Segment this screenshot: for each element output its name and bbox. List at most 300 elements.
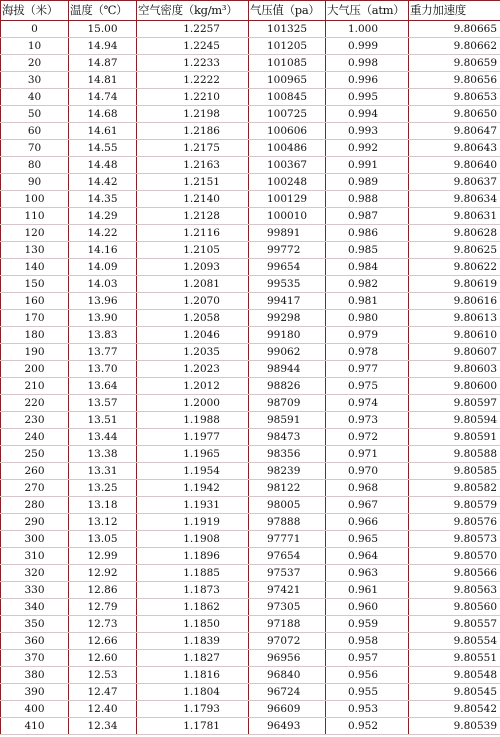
cell-temperature[interactable]: 12.79 [69, 599, 137, 616]
cell-gravity[interactable]: 9.80622 [409, 259, 500, 276]
cell-altitude[interactable]: 400 [1, 701, 69, 718]
cell-temperature[interactable]: 12.34 [69, 718, 137, 735]
cell-pressure-pa[interactable]: 96956 [249, 650, 326, 667]
cell-temperature[interactable]: 12.60 [69, 650, 137, 667]
table-row [1, 72, 500, 89]
header-temperature[interactable]: 温度（℃） [69, 1, 137, 21]
cell-pressure-atm[interactable]: 0.981 [326, 293, 409, 310]
cell-air-density[interactable]: 1.2222 [137, 72, 249, 89]
cell-pressure-pa[interactable]: 100486 [249, 140, 326, 157]
cell-pressure-pa[interactable]: 99654 [249, 259, 326, 276]
header-pressure-pa[interactable]: 气压值（pa） [249, 1, 326, 21]
cell-air-density[interactable]: 1.2210 [137, 89, 249, 106]
cell-temperature[interactable]: 12.99 [69, 548, 137, 565]
cell-altitude[interactable]: 390 [1, 684, 69, 701]
table-row [1, 174, 500, 191]
cell-pressure-atm[interactable]: 0.958 [326, 633, 409, 650]
table-row [1, 565, 500, 582]
cell-gravity[interactable]: 9.80613 [409, 310, 500, 327]
cell-pressure-pa[interactable]: 99535 [249, 276, 326, 293]
cell-air-density[interactable]: 1.1977 [137, 429, 249, 446]
cell-pressure-pa[interactable]: 100606 [249, 123, 326, 140]
cell-pressure-pa[interactable]: 97654 [249, 548, 326, 565]
cell-temperature[interactable]: 13.38 [69, 446, 137, 463]
cell-pressure-pa[interactable]: 98239 [249, 463, 326, 480]
cell-altitude[interactable]: 310 [1, 548, 69, 565]
cell-gravity[interactable]: 9.80570 [409, 548, 500, 565]
cell-pressure-pa[interactable]: 100129 [249, 191, 326, 208]
table-row [1, 412, 500, 429]
table-row [1, 514, 500, 531]
cell-pressure-atm[interactable]: 0.965 [326, 531, 409, 548]
cell-pressure-pa[interactable]: 96493 [249, 718, 326, 735]
cell-gravity[interactable]: 9.80582 [409, 480, 500, 497]
cell-altitude[interactable]: 190 [1, 344, 69, 361]
cell-temperature[interactable]: 13.25 [69, 480, 137, 497]
cell-pressure-pa[interactable]: 99417 [249, 293, 326, 310]
cell-gravity[interactable]: 9.80600 [409, 378, 500, 395]
cell-pressure-atm[interactable]: 0.956 [326, 667, 409, 684]
cell-pressure-pa[interactable]: 97188 [249, 616, 326, 633]
cell-air-density[interactable]: 1.1931 [137, 497, 249, 514]
cell-temperature[interactable]: 12.40 [69, 701, 137, 718]
cell-air-density[interactable]: 1.2081 [137, 276, 249, 293]
cell-pressure-pa[interactable]: 100367 [249, 157, 326, 174]
cell-air-density[interactable]: 1.2198 [137, 106, 249, 123]
header-row [1, 1, 500, 21]
cell-pressure-atm[interactable]: 0.985 [326, 242, 409, 259]
cell-temperature[interactable]: 15.00 [69, 21, 137, 38]
cell-air-density[interactable]: 1.2233 [137, 55, 249, 72]
cell-temperature[interactable]: 14.87 [69, 55, 137, 72]
cell-gravity[interactable]: 9.80665 [409, 21, 500, 38]
cell-altitude[interactable]: 50 [1, 106, 69, 123]
table-row [1, 208, 500, 225]
cell-altitude[interactable]: 230 [1, 412, 69, 429]
cell-altitude[interactable]: 120 [1, 225, 69, 242]
table-row [1, 157, 500, 174]
cell-gravity[interactable]: 9.80653 [409, 89, 500, 106]
table-row [1, 429, 500, 446]
cell-air-density[interactable]: 1.1873 [137, 582, 249, 599]
cell-pressure-pa[interactable]: 99891 [249, 225, 326, 242]
cell-pressure-pa[interactable]: 98356 [249, 446, 326, 463]
cell-pressure-atm[interactable]: 0.961 [326, 582, 409, 599]
cell-gravity[interactable]: 9.80594 [409, 412, 500, 429]
cell-temperature[interactable]: 12.86 [69, 582, 137, 599]
cell-air-density[interactable]: 1.2257 [137, 21, 249, 38]
cell-pressure-atm[interactable]: 0.968 [326, 480, 409, 497]
cell-altitude[interactable]: 80 [1, 157, 69, 174]
cell-pressure-atm[interactable]: 0.966 [326, 514, 409, 531]
table-row [1, 259, 500, 276]
cell-pressure-pa[interactable]: 97771 [249, 531, 326, 548]
cell-pressure-atm[interactable]: 0.988 [326, 191, 409, 208]
cell-temperature[interactable]: 13.18 [69, 497, 137, 514]
cell-temperature[interactable]: 14.48 [69, 157, 137, 174]
cell-gravity[interactable]: 9.80631 [409, 208, 500, 225]
cell-altitude[interactable]: 200 [1, 361, 69, 378]
cell-temperature[interactable]: 13.64 [69, 378, 137, 395]
table-row [1, 344, 500, 361]
cell-gravity[interactable]: 9.80650 [409, 106, 500, 123]
cell-gravity[interactable]: 9.80640 [409, 157, 500, 174]
cell-gravity[interactable]: 9.80548 [409, 667, 500, 684]
cell-pressure-atm[interactable]: 0.982 [326, 276, 409, 293]
table-row [1, 378, 500, 395]
cell-gravity[interactable]: 9.80557 [409, 616, 500, 633]
cell-gravity[interactable]: 9.80588 [409, 446, 500, 463]
cell-altitude[interactable]: 380 [1, 667, 69, 684]
cell-pressure-atm[interactable]: 0.957 [326, 650, 409, 667]
cell-air-density[interactable]: 1.2046 [137, 327, 249, 344]
cell-gravity[interactable]: 9.80539 [409, 718, 500, 735]
cell-pressure-pa[interactable]: 99062 [249, 344, 326, 361]
table-row [1, 463, 500, 480]
cell-altitude[interactable]: 40 [1, 89, 69, 106]
table-row [1, 531, 500, 548]
cell-temperature[interactable]: 13.12 [69, 514, 137, 531]
cell-altitude[interactable]: 160 [1, 293, 69, 310]
cell-pressure-atm[interactable]: 0.995 [326, 89, 409, 106]
cell-altitude[interactable]: 110 [1, 208, 69, 225]
table-row [1, 446, 500, 463]
cell-temperature[interactable]: 14.61 [69, 123, 137, 140]
cell-pressure-atm[interactable]: 0.952 [326, 718, 409, 735]
cell-altitude[interactable]: 340 [1, 599, 69, 616]
table-row [1, 582, 500, 599]
table-row [1, 395, 500, 412]
cell-pressure-pa[interactable]: 96724 [249, 684, 326, 701]
table-row [1, 106, 500, 123]
cell-temperature[interactable]: 13.51 [69, 412, 137, 429]
table-row [1, 310, 500, 327]
cell-pressure-pa[interactable]: 98473 [249, 429, 326, 446]
cell-air-density[interactable]: 1.1827 [137, 650, 249, 667]
cell-pressure-atm[interactable]: 0.992 [326, 140, 409, 157]
table-row [1, 480, 500, 497]
cell-pressure-atm[interactable]: 0.979 [326, 327, 409, 344]
cell-pressure-pa[interactable]: 97305 [249, 599, 326, 616]
cell-pressure-atm[interactable]: 0.972 [326, 429, 409, 446]
cell-gravity[interactable]: 9.80585 [409, 463, 500, 480]
cell-altitude[interactable]: 180 [1, 327, 69, 344]
table-row [1, 21, 500, 38]
cell-air-density[interactable]: 1.1793 [137, 701, 249, 718]
table-row [1, 293, 500, 310]
cell-altitude[interactable]: 270 [1, 480, 69, 497]
cell-pressure-pa[interactable]: 101205 [249, 38, 326, 55]
cell-air-density[interactable]: 1.2000 [137, 395, 249, 412]
cell-air-density[interactable]: 1.2116 [137, 225, 249, 242]
cell-pressure-atm[interactable]: 0.999 [326, 38, 409, 55]
cell-altitude[interactable]: 290 [1, 514, 69, 531]
header-air-density[interactable]: 空气密度（kg/m³） [137, 1, 249, 21]
table-row [1, 38, 500, 55]
cell-gravity[interactable]: 9.80634 [409, 191, 500, 208]
cell-air-density[interactable]: 1.1816 [137, 667, 249, 684]
table-row [1, 667, 500, 684]
cell-altitude[interactable]: 100 [1, 191, 69, 208]
cell-air-density[interactable]: 1.2070 [137, 293, 249, 310]
cell-temperature[interactable]: 14.42 [69, 174, 137, 191]
cell-altitude[interactable]: 70 [1, 140, 69, 157]
cell-pressure-pa[interactable]: 98709 [249, 395, 326, 412]
cell-temperature[interactable]: 13.96 [69, 293, 137, 310]
cell-pressure-pa[interactable]: 97421 [249, 582, 326, 599]
cell-air-density[interactable]: 1.1908 [137, 531, 249, 548]
cell-pressure-atm[interactable]: 0.955 [326, 684, 409, 701]
cell-gravity[interactable]: 9.80647 [409, 123, 500, 140]
cell-temperature[interactable]: 14.81 [69, 72, 137, 89]
cell-pressure-pa[interactable]: 99298 [249, 310, 326, 327]
cell-air-density[interactable]: 1.2105 [137, 242, 249, 259]
cell-pressure-pa[interactable]: 100725 [249, 106, 326, 123]
cell-altitude[interactable]: 300 [1, 531, 69, 548]
cell-temperature[interactable]: 12.73 [69, 616, 137, 633]
cell-altitude[interactable]: 130 [1, 242, 69, 259]
cell-altitude[interactable]: 30 [1, 72, 69, 89]
cell-gravity[interactable]: 9.80662 [409, 38, 500, 55]
cell-pressure-pa[interactable]: 97888 [249, 514, 326, 531]
cell-pressure-atm[interactable]: 0.975 [326, 378, 409, 395]
cell-pressure-pa[interactable]: 98826 [249, 378, 326, 395]
cell-temperature[interactable]: 12.92 [69, 565, 137, 582]
cell-pressure-atm[interactable]: 0.998 [326, 55, 409, 72]
cell-altitude[interactable]: 350 [1, 616, 69, 633]
cell-gravity[interactable]: 9.80607 [409, 344, 500, 361]
cell-gravity[interactable]: 9.80610 [409, 327, 500, 344]
cell-gravity[interactable]: 9.80542 [409, 701, 500, 718]
cell-altitude[interactable]: 250 [1, 446, 69, 463]
cell-pressure-atm[interactable]: 0.978 [326, 344, 409, 361]
cell-pressure-pa[interactable]: 98944 [249, 361, 326, 378]
cell-pressure-atm[interactable]: 0.984 [326, 259, 409, 276]
cell-gravity[interactable]: 9.80551 [409, 650, 500, 667]
cell-temperature[interactable]: 13.05 [69, 531, 137, 548]
cell-pressure-atm[interactable]: 0.959 [326, 616, 409, 633]
cell-pressure-pa[interactable]: 101325 [249, 21, 326, 38]
cell-air-density[interactable]: 1.2186 [137, 123, 249, 140]
cell-air-density[interactable]: 1.2093 [137, 259, 249, 276]
cell-temperature[interactable]: 13.90 [69, 310, 137, 327]
table-row [1, 89, 500, 106]
cell-temperature[interactable]: 13.83 [69, 327, 137, 344]
cell-temperature[interactable]: 13.70 [69, 361, 137, 378]
table-row [1, 191, 500, 208]
table-row [1, 497, 500, 514]
cell-air-density[interactable]: 1.1896 [137, 548, 249, 565]
cell-pressure-pa[interactable]: 97072 [249, 633, 326, 650]
cell-temperature[interactable]: 13.31 [69, 463, 137, 480]
header-altitude[interactable]: 海拔（米） [1, 1, 69, 21]
cell-altitude[interactable]: 410 [1, 718, 69, 735]
cell-temperature[interactable]: 14.09 [69, 259, 137, 276]
cell-air-density[interactable]: 1.2175 [137, 140, 249, 157]
cell-temperature[interactable]: 12.47 [69, 684, 137, 701]
cell-temperature[interactable]: 14.74 [69, 89, 137, 106]
cell-pressure-atm[interactable]: 0.970 [326, 463, 409, 480]
cell-pressure-atm[interactable]: 0.967 [326, 497, 409, 514]
cell-altitude[interactable]: 210 [1, 378, 69, 395]
table-row [1, 548, 500, 565]
cell-pressure-pa[interactable]: 100845 [249, 89, 326, 106]
cell-gravity[interactable]: 9.80659 [409, 55, 500, 72]
cell-air-density[interactable]: 1.2245 [137, 38, 249, 55]
cell-pressure-atm[interactable]: 0.994 [326, 106, 409, 123]
cell-pressure-atm[interactable]: 0.953 [326, 701, 409, 718]
cell-altitude[interactable]: 370 [1, 650, 69, 667]
cell-gravity[interactable]: 9.80625 [409, 242, 500, 259]
cell-altitude[interactable]: 150 [1, 276, 69, 293]
cell-pressure-atm[interactable]: 0.987 [326, 208, 409, 225]
cell-gravity[interactable]: 9.80560 [409, 599, 500, 616]
cell-air-density[interactable]: 1.2128 [137, 208, 249, 225]
cell-air-density[interactable]: 1.1965 [137, 446, 249, 463]
cell-air-density[interactable]: 1.2012 [137, 378, 249, 395]
cell-altitude[interactable]: 240 [1, 429, 69, 446]
cell-altitude[interactable]: 60 [1, 123, 69, 140]
cell-pressure-atm[interactable]: 1.000 [326, 21, 409, 38]
cell-temperature[interactable]: 14.35 [69, 191, 137, 208]
cell-altitude[interactable]: 260 [1, 463, 69, 480]
cell-pressure-pa[interactable]: 96840 [249, 667, 326, 684]
cell-gravity[interactable]: 9.80616 [409, 293, 500, 310]
cell-air-density[interactable]: 1.1862 [137, 599, 249, 616]
cell-pressure-pa[interactable]: 97537 [249, 565, 326, 582]
cell-air-density[interactable]: 1.1954 [137, 463, 249, 480]
cell-pressure-pa[interactable]: 100010 [249, 208, 326, 225]
cell-pressure-pa[interactable]: 98122 [249, 480, 326, 497]
cell-gravity[interactable]: 9.80573 [409, 531, 500, 548]
cell-altitude[interactable]: 10 [1, 38, 69, 55]
cell-pressure-pa[interactable]: 99772 [249, 242, 326, 259]
cell-air-density[interactable]: 1.1781 [137, 718, 249, 735]
table-row [1, 140, 500, 157]
cell-temperature[interactable]: 14.29 [69, 208, 137, 225]
cell-altitude[interactable]: 140 [1, 259, 69, 276]
table-row [1, 633, 500, 650]
cell-gravity[interactable]: 9.80591 [409, 429, 500, 446]
cell-pressure-atm[interactable]: 0.974 [326, 395, 409, 412]
cell-temperature[interactable]: 14.68 [69, 106, 137, 123]
cell-pressure-atm[interactable]: 0.964 [326, 548, 409, 565]
table-row [1, 599, 500, 616]
cell-gravity[interactable]: 9.80637 [409, 174, 500, 191]
cell-gravity[interactable]: 9.80554 [409, 633, 500, 650]
cell-gravity[interactable]: 9.80643 [409, 140, 500, 157]
cell-air-density[interactable]: 1.2035 [137, 344, 249, 361]
cell-pressure-atm[interactable]: 0.980 [326, 310, 409, 327]
header-gravity[interactable]: 重力加速度 [409, 1, 500, 21]
cell-pressure-atm[interactable]: 0.991 [326, 157, 409, 174]
cell-pressure-atm[interactable]: 0.986 [326, 225, 409, 242]
cell-pressure-pa[interactable]: 100248 [249, 174, 326, 191]
table-row [1, 55, 500, 72]
cell-altitude[interactable]: 320 [1, 565, 69, 582]
cell-gravity[interactable]: 9.80597 [409, 395, 500, 412]
cell-temperature[interactable]: 13.77 [69, 344, 137, 361]
cell-air-density[interactable]: 1.2151 [137, 174, 249, 191]
table-row [1, 327, 500, 344]
cell-air-density[interactable]: 1.2140 [137, 191, 249, 208]
cell-altitude[interactable]: 170 [1, 310, 69, 327]
cell-pressure-atm[interactable]: 0.977 [326, 361, 409, 378]
table-row [1, 684, 500, 701]
cell-gravity[interactable]: 9.80619 [409, 276, 500, 293]
cell-pressure-pa[interactable]: 98005 [249, 497, 326, 514]
cell-altitude[interactable]: 280 [1, 497, 69, 514]
cell-temperature[interactable]: 13.57 [69, 395, 137, 412]
cell-temperature[interactable]: 12.66 [69, 633, 137, 650]
cell-pressure-pa[interactable]: 99180 [249, 327, 326, 344]
cell-altitude[interactable]: 220 [1, 395, 69, 412]
table-row [1, 123, 500, 140]
cell-temperature[interactable]: 12.53 [69, 667, 137, 684]
cell-air-density[interactable]: 1.1839 [137, 633, 249, 650]
cell-gravity[interactable]: 9.80545 [409, 684, 500, 701]
cell-altitude[interactable]: 360 [1, 633, 69, 650]
cell-altitude[interactable]: 330 [1, 582, 69, 599]
cell-altitude[interactable]: 20 [1, 55, 69, 72]
cell-air-density[interactable]: 1.1919 [137, 514, 249, 531]
table-row [1, 361, 500, 378]
cell-temperature[interactable]: 14.16 [69, 242, 137, 259]
cell-gravity[interactable]: 9.80579 [409, 497, 500, 514]
cell-pressure-pa[interactable]: 100965 [249, 72, 326, 89]
cell-temperature[interactable]: 14.94 [69, 38, 137, 55]
cell-gravity[interactable]: 9.80566 [409, 565, 500, 582]
cell-pressure-atm[interactable]: 0.963 [326, 565, 409, 582]
table-row [1, 242, 500, 259]
cell-air-density[interactable]: 1.1850 [137, 616, 249, 633]
cell-altitude[interactable]: 0 [1, 21, 69, 38]
cell-pressure-atm[interactable]: 0.996 [326, 72, 409, 89]
cell-pressure-atm[interactable]: 0.989 [326, 174, 409, 191]
cell-pressure-pa[interactable]: 98591 [249, 412, 326, 429]
table-row [1, 616, 500, 633]
cell-gravity[interactable]: 9.80628 [409, 225, 500, 242]
cell-air-density[interactable]: 1.1804 [137, 684, 249, 701]
cell-air-density[interactable]: 1.2163 [137, 157, 249, 174]
table-row [1, 225, 500, 242]
cell-pressure-atm[interactable]: 0.960 [326, 599, 409, 616]
table-row [1, 718, 500, 735]
cell-air-density[interactable]: 1.1988 [137, 412, 249, 429]
cell-air-density[interactable]: 1.2058 [137, 310, 249, 327]
cell-gravity[interactable]: 9.80563 [409, 582, 500, 599]
cell-gravity[interactable]: 9.80656 [409, 72, 500, 89]
cell-pressure-atm[interactable]: 0.993 [326, 123, 409, 140]
cell-gravity[interactable]: 9.80603 [409, 361, 500, 378]
cell-pressure-pa[interactable]: 101085 [249, 55, 326, 72]
cell-gravity[interactable]: 9.80576 [409, 514, 500, 531]
header-pressure-atm[interactable]: 大气压（atm） [326, 1, 409, 21]
cell-air-density[interactable]: 1.1885 [137, 565, 249, 582]
cell-altitude[interactable]: 90 [1, 174, 69, 191]
cell-pressure-pa[interactable]: 96609 [249, 701, 326, 718]
table-row [1, 701, 500, 718]
cell-air-density[interactable]: 1.2023 [137, 361, 249, 378]
table-row [1, 650, 500, 667]
cell-temperature[interactable]: 13.44 [69, 429, 137, 446]
cell-air-density[interactable]: 1.1942 [137, 480, 249, 497]
cell-pressure-atm[interactable]: 0.971 [326, 446, 409, 463]
cell-temperature[interactable]: 14.03 [69, 276, 137, 293]
cell-pressure-atm[interactable]: 0.973 [326, 412, 409, 429]
cell-temperature[interactable]: 14.22 [69, 225, 137, 242]
cell-temperature[interactable]: 14.55 [69, 140, 137, 157]
